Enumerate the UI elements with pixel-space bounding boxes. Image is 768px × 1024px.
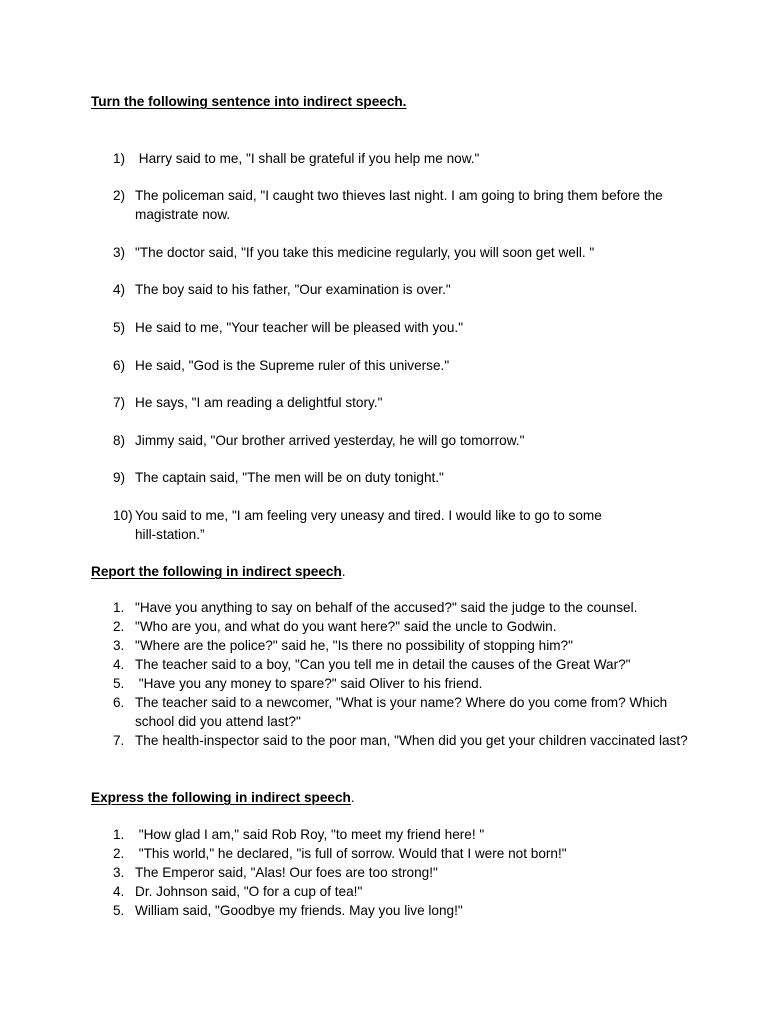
item-number: 2) [113,188,126,203]
item-text: Harry said to me, "I shall be grateful if you help me now." [135,151,480,166]
item-number: 3) [113,245,126,260]
item-text: "How glad I am," said Rob Roy, "to meet my friend here! " [135,827,485,842]
item-text: "The doctor said, "If you take this medicine regularly, you will soon get well. " [135,245,595,260]
item-number: 3. [113,638,125,653]
item-number: 6. [113,695,125,710]
item-text: The teacher said to a boy, "Can you tell me in detail the causes of the Great War?" [135,657,631,672]
item-text: Jimmy said, "Our brother arrived yesterday, he will go tomorrow." [135,433,525,448]
item-number: 1. [113,827,125,842]
item-text: "Have you any money to spare?" said Oliver to his friend. [135,676,483,691]
item-number: 5. [113,903,125,918]
item-text: Dr. Johnson said, "O for a cup of tea!" [135,884,363,899]
item-number: 5. [113,676,125,691]
item-text: "Who are you, and what do you want here?" said the uncle to Godwin. [135,619,557,634]
item-text: The Emperor said, "Alas! Our foes are too strong!" [135,865,438,880]
section2-heading-text: Report the following in indirect speech [91,564,342,579]
item-text: The policeman said, "I caught two thieves last night. I am going to bring them before the magistrate now. [135,188,667,222]
item-text: The boy said to his father, "Our examination is over." [135,282,451,297]
item-number: 10) [113,508,133,523]
item-number: 4) [113,282,126,297]
item-number: 7) [113,395,126,410]
section3-heading-text: Express the following in indirect speech [91,790,351,805]
item-number: 7. [113,733,125,748]
item-text: You said to me, "I am feeling very uneasy and tired. I would like to go to some hill-station.” [135,508,606,542]
item-text: "Where are the police?" said he, "Is there no possibility of stopping him?" [135,638,573,653]
item-text: The health-inspector said to the poor man, "When did you get your children vaccinated last? [135,733,688,748]
item-text: "Have you anything to say on behalf of the accused?" said the judge to the counsel. [135,600,638,615]
item-number: 2. [113,619,125,634]
item-number: 9) [113,470,126,485]
item-number: 6) [113,358,126,373]
item-number: 2. [113,846,125,861]
item-number: 8) [113,433,126,448]
item-number: 3. [113,865,125,880]
item-text: The teacher said to a newcomer, "What is your name? Where do you come from? Which school did you attend last?" [135,695,671,729]
item-text: He said, "God is the Supreme ruler of this universe." [135,358,450,373]
item-number: 4. [113,657,125,672]
item-text: William said, "Goodbye my friends. May you live long!" [135,903,463,918]
section2-heading-period: . [341,564,346,579]
item-text: He says, "I am reading a delightful story." [135,395,383,410]
item-text: The captain said, "The men will be on duty tonight." [135,470,444,485]
item-number: 1. [113,600,125,615]
item-number: 1) [113,151,126,166]
section1-heading-text: Turn the following sentence into indirect speech. [91,94,407,109]
item-number: 5) [113,320,126,335]
item-text: "This world," he declared, "is full of sorrow. Would that I were not born!" [135,846,567,861]
section1-heading [91,93,406,110]
section3-heading [91,789,355,806]
section2-heading [91,563,346,580]
section3-heading-period: . [350,790,355,805]
item-number: 4. [113,884,125,899]
item-text: He said to me, "Your teacher will be pleased with you." [135,320,464,335]
